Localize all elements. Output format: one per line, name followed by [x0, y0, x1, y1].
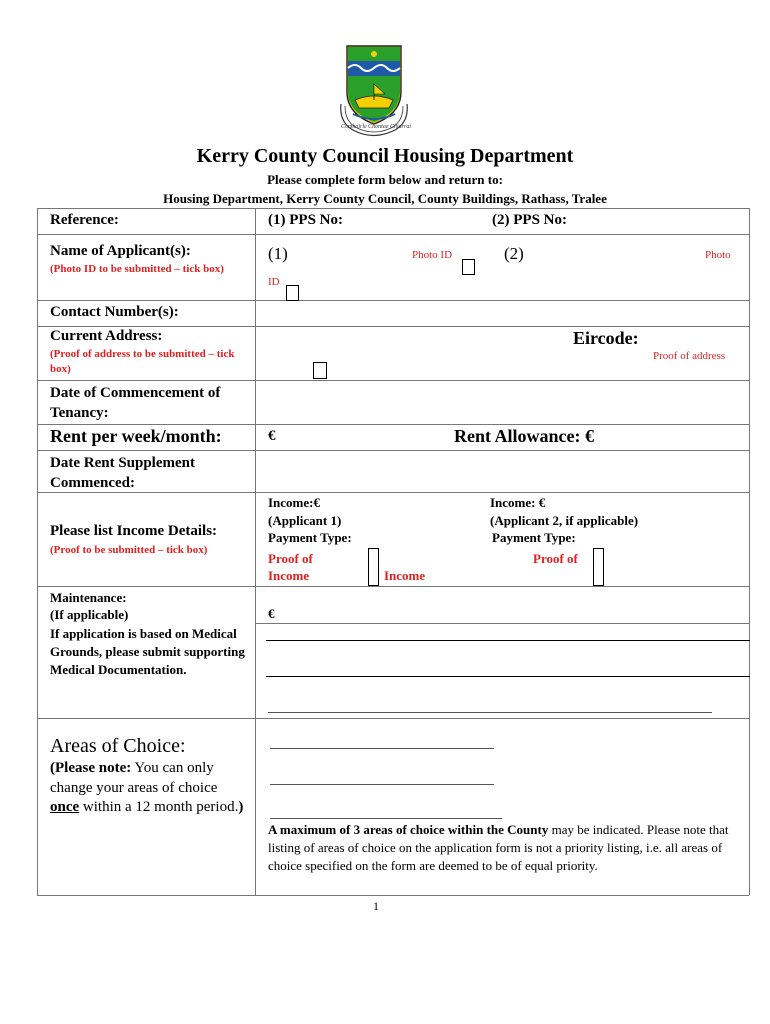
crest-motto: Comhairle Chontae Chiarraí [340, 124, 411, 130]
medical-grounds-text: If application is based on Medical Grounds, please submit supporting Medical Documentation. [50, 626, 245, 677]
maintenance-sub: (If applicable) [50, 607, 129, 622]
income-note: (Proof to be submitted – tick box) [50, 544, 208, 556]
area-choice-line-2[interactable] [270, 784, 494, 785]
income1-payment-type: Payment Type: [268, 530, 352, 545]
areas-note-close: ) [238, 799, 244, 815]
areas-note-text: You can only change your areas of choice [50, 760, 218, 796]
applicant2-number: (2) [504, 244, 524, 263]
areas-note-bold: (Please note: [50, 760, 132, 776]
applicant1-number: (1) [268, 244, 288, 263]
areas-title: Areas of Choice: [50, 735, 186, 757]
proof-of-address-label: Proof of address [653, 350, 726, 362]
areas-footer [268, 821, 743, 875]
photo-id-tickbox-2[interactable] [286, 285, 299, 301]
income1-applicant-label: (Applicant 1) [268, 513, 342, 528]
page-title: Kerry County Council Housing Department [196, 145, 574, 167]
income2-proof-tickbox[interactable] [593, 548, 604, 586]
income2-applicant-label: (Applicant 2, if applicable) [490, 513, 639, 528]
photo-id-label: Photo ID [412, 249, 453, 261]
areas-max-bold: A maximum of 3 areas of choice within the County [268, 822, 549, 837]
pps2-label: (2) PPS No: [492, 212, 567, 228]
contact-label: Contact Number(s): [50, 304, 179, 320]
address-label: Current Address: [50, 328, 163, 344]
applicant-label: Name of Applicant(s): [50, 243, 191, 259]
income1-amount-label: Income:€ [268, 495, 320, 510]
pps1-label: (1) PPS No: [268, 212, 343, 228]
area-choice-line-1[interactable] [270, 748, 494, 749]
rent-currency: € [268, 428, 276, 444]
proof-of-address-tickbox[interactable] [313, 362, 327, 379]
eircode-label: Eircode: [573, 328, 639, 348]
income1-income-word: Income [268, 568, 310, 583]
income2-income-word: Income [384, 568, 426, 583]
income2-amount-label: Income: € [490, 495, 546, 510]
areas-note-end: within a 12 month period. [82, 799, 239, 815]
return-address: Housing Department, Kerry County Council, County Buildings, Rathass, Tralee [163, 191, 607, 206]
income2-proof-of: Proof of [533, 551, 578, 566]
supplement-label: Date Rent Supplement Commenced: [50, 455, 195, 491]
income-label: Please list Income Details: [50, 523, 218, 539]
areas-note-once: once [50, 799, 80, 815]
areas-max-rest: may be indicated. [551, 822, 644, 837]
reference-label: Reference: [50, 212, 119, 228]
tenancy-label: Date of Commencement of Tenancy: [50, 385, 221, 421]
income1-proof-of: Proof of [268, 551, 313, 566]
id-label: ID [268, 276, 280, 288]
income2-payment-type: Payment Type: [492, 530, 576, 545]
areas-footer-text: Please note that listing of areas of choice on the application form is not a priority listing, i.e. all areas of choice specified on the form are deemed to be of equal priority. [268, 822, 729, 873]
applicant-note: (Photo ID to be submitted – tick box) [50, 263, 224, 275]
area-choice-line-3[interactable] [270, 818, 502, 819]
maintenance-currency: € [268, 606, 275, 621]
areas-note [50, 759, 250, 818]
page-number: 1 [373, 899, 379, 913]
maintenance-label: Maintenance: [50, 590, 127, 605]
rent-label: Rent per week/month: [50, 426, 222, 446]
address-note: (Proof of address to be submitted – tick box) [50, 348, 235, 375]
return-instruction: Please complete form below and return to: [267, 172, 503, 187]
rent-allowance-label: Rent Allowance: € [454, 426, 594, 446]
photo-id-tickbox-1[interactable] [462, 259, 475, 275]
income1-proof-tickbox[interactable] [368, 548, 379, 586]
photo-label: Photo [705, 249, 731, 261]
